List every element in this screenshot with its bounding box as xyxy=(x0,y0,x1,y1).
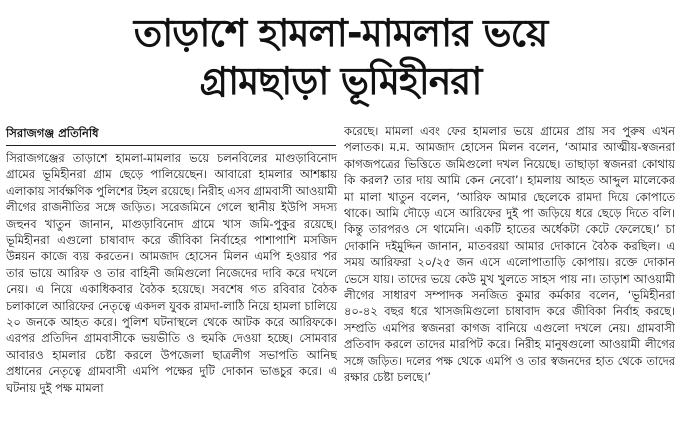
article-column-right xyxy=(344,123,675,438)
headline-line-2: গ্রামছাড়া ভূমিহীনরা xyxy=(199,59,482,103)
article-column-left xyxy=(6,150,337,437)
article-text-left: সিরাজগঞ্জের তাড়াশে হামলা-মামলার ভয়ে চলনবিলের মাগুড়াবিনোদ গ্রামের ভূমিহীনরা গ্রাম ছেড়ে পালিয়েছেন। আবারো হামলার আশঙ্কায় এলাকায় সার্বক্ষণিক পুলিশের টহল রয়েছে। নিরীহ এসব গ্রামবাসী আওয়ামী লীগের রাজনীতির সঙ্গে জড়িত। সরেজমিনে গেলে স্থানীয় ইউপি সদস্য জহুনব খাতুন জানান, মাগুড়াবিনোদ গ্রামে খাস জমি-পুকুর রয়েছে। ভূমিহীনরা এগুলো চাষাবাদ করে জীবিকা নির্বাহের পাশাপাশি মসজিদ উন্নয়ন কাজে ব্যয় করতেন। আমজাদ হোসেন মিলন এমপি হওয়ার পর তার ভায়ে আরিফ ও তার বাহিনী জমিগুলো নিজেদের দাবি করে দখলে নেয়। এ নিয়ে একাধিকবার বৈঠক হয়েছে। সবশেষ গত রবিবার বৈঠক চলাকালে আরিফের নেতৃত্বে একদল যুবক রামদা-লাঠি নিয়ে হামলা চালিয়ে ২০ জনকে আহত করে। পুলিশ ঘটনাস্থলে থেকে আটক করে আরিফকে। এরপর প্রতিদিন গ্রামবাসীকে ভয়ভীতি ও হুমকি দেওয়া হচ্ছে। সোমবার আবারও হামলার চেষ্টা করলে উপজেলা ছাত্রলীগ সভাপতি আনিছ প্রধানের নেতৃত্বে গ্রামবাসী এমপি পক্ষের দুটি দোকান ভাঙচুর করে। এ ঘটনায় দুই পক্ষ মামলা xyxy=(6,151,337,395)
byline: সিরাজগঞ্জ প্রতিনিধি xyxy=(6,126,99,140)
headline-line-1: তাড়াশে হামলা-মামলার ভয়ে xyxy=(133,11,548,55)
byline-divider xyxy=(6,145,336,146)
headline xyxy=(0,0,681,114)
article-text-right: করেছে। মামলা এবং ফের হামলার ভয়ে গ্রামের প্রায় সব পুরুষ এখন পলাতক। ম.ম. আমজাদ হোসেন মিলন বলেন, ‘আমার আত্মীয়-স্বজনরা কাগজপত্রের ভিত্তিতে জমিগুলো দখল নিয়েছে। তাছাড়া স্বজনরা কোথায় কি করল? তার দায় আমি কেন নেবো’। হামলায় আহত আব্দুল মালেকের মা মালা খাতুন বলেন, ‘আরিফ আমার ছেলেকে রামদা দিয়ে কোপাতে থাকে। আমি দৌড়ে এসে আরিফের দুই পা জড়িয়ে ধরে ছেড়ে দিতে বলি। কিন্তু তারপরও সে থামেনি। একটি হাতের অর্ধেকটা কেটে ফেলেছে।’ চা দোকানি দইমুদ্দিন জানান, মাতবরয়া আমার দোকানে বৈঠক করছিল। এ সময় আরিফরা ২০/২৫ জন এসে এলোপাতাড়ি কোপায়। রক্তে দোকান ভেসে যায়। তাদের ভয়ে কেউ মুখ খুলতে সাহস পায় না। তাড়াশ আওয়ামী লীগের সাধারণ সম্পাদক সনজিত কুমার কর্মকার বলেন, ‘ভূমিহীনরা ৪০-৪২ বছর ধরে খাসজমিগুলো চাষাবাদ করে জীবিকা নির্বাহ করছে। সম্প্রতি এমপির স্বজনরা কাগজ বানিয়ে এগুলো দখলে নেয়। গ্রামবাসী প্রতিবাদ করলে তাদের মারপিট করে। নিরীহ মানুষগুলো আওয়ামী লীগের সঙ্গে জড়িত। দলের পক্ষ থেকে এমপি ও তার স্বজনদের হাত থেকে তাদের রক্ষার চেষ্টা চলছে।’ xyxy=(344,124,675,385)
